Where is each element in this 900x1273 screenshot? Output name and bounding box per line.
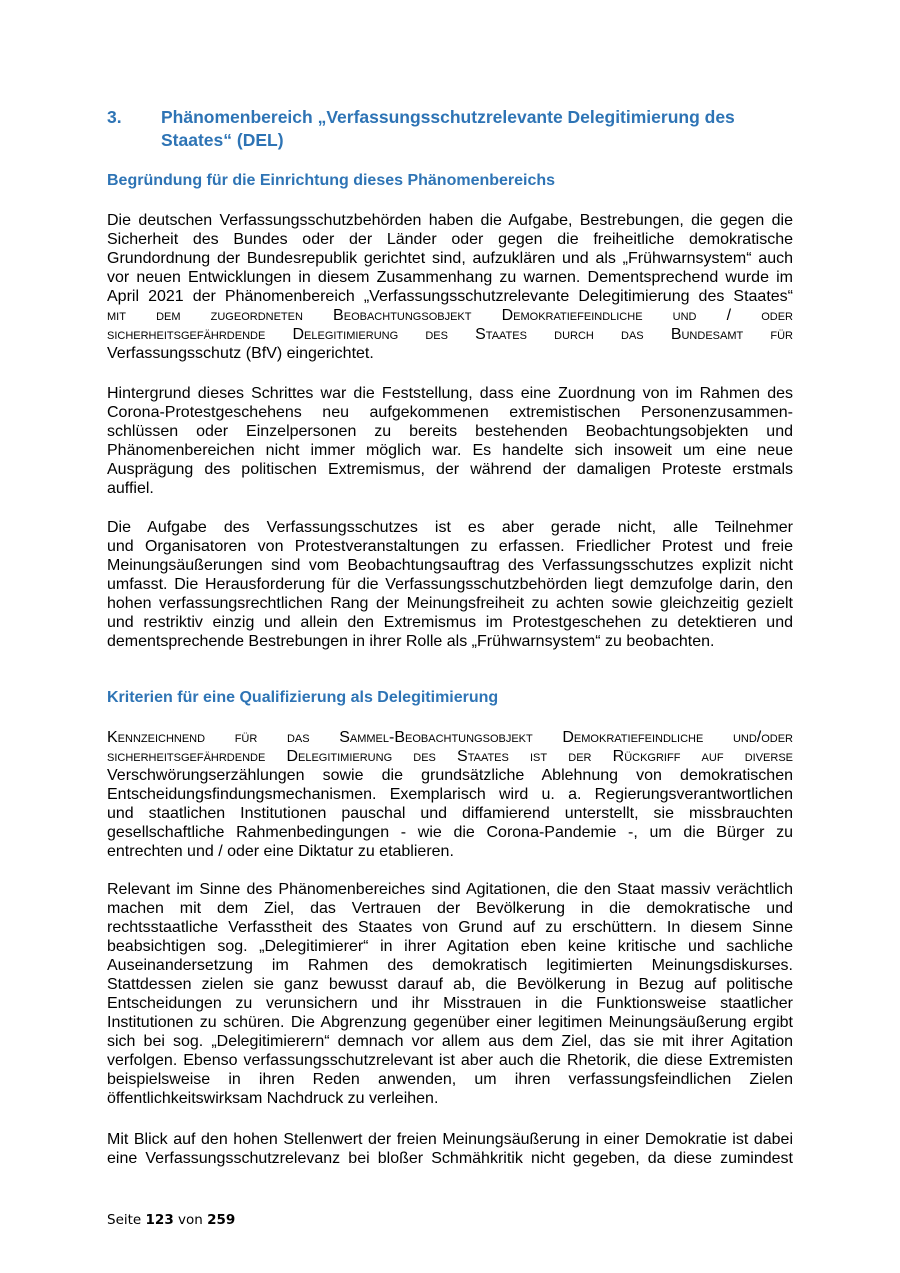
text-line: Stattdessen zielen sie ganz bewusst darauf ab, die Bevölkerung in Bezug auf politische (107, 976, 793, 993)
paragraph (107, 880, 793, 1108)
text-line: Entscheidungen zu verunsichern und ihr Misstrauen in die Funktionsweise staatlicher (107, 995, 793, 1012)
chapter-title (161, 106, 797, 151)
text-line: Institutionen zu schüren. Die Abgrenzung gegenüber einer legitimen Meinungsäußerung ergibt (107, 1014, 793, 1031)
text-line: Die deutschen Verfassungsschutzbehörden haben die Aufgabe, Bestrebungen, die gegen die (107, 212, 793, 229)
section-heading-kriterien: Kriterien für eine Qualifizierung als Delegitimierung (107, 689, 499, 706)
text-line: vor neuen Entwicklungen in diesem Zusammenhang zu warnen. Dementsprechend wurde im (107, 269, 793, 286)
paragraph (107, 518, 793, 651)
text-line: Ausprägung des politischen Extremismus, der während der damaligen Proteste erstmals (107, 461, 793, 478)
text-line: Grundordnung der Bundesrepublik gerichtet sind, aufzuklären und als „Frühwarnsystem“ auch (107, 250, 793, 267)
page-number (107, 1211, 235, 1229)
text-line: rechtsstaatliche Verfasstheit des Staates von Grund auf zu erschüttern. In diesem Sinne (107, 919, 793, 936)
chapter-title-line: Phänomenbereich „Verfassungsschutzrelevante Delegitimierung des (161, 107, 735, 127)
text-line: Entscheidungsfindungsmechanismen. Exemplarisch wird u. a. Regierungsverantwortlichen (107, 786, 793, 803)
text-line: Auseinandersetzung im Rahmen des demokratisch legitimierten Meinungsdiskurses. (107, 957, 793, 974)
text-line: sich bei sog. „Delegitimierern“ demnach vor allem aus dem Ziel, das sie mit ihrer Agitation (107, 1033, 793, 1050)
text-line: gesellschaftliche Rahmenbedingungen - wie die Corona-Pandemie -, um die Bürger zu (107, 824, 793, 841)
page-separator: von (178, 1212, 203, 1228)
chapter-title-line: Staates“ (DEL) (161, 129, 284, 150)
text-line: Relevant im Sinne des Phänomenbereiches sind Agitationen, die den Staat massiv verächtlich (107, 881, 793, 898)
text-line: umfasst. Die Herausforderung für die Verfassungsschutzbehörden liegt demzufolge darin, den (107, 576, 793, 593)
text-line: und staatlichen Institutionen pauschal und diffamierend unterstellt, sie missbrauchten (107, 805, 793, 822)
text-line: sicherheitsgefährdende Delegitimierung des Staates durch das Bundesamt für (107, 326, 793, 343)
paragraph (107, 384, 793, 498)
text-line: mit dem zugeordneten Beobachtungsobjekt Demokratiefeindliche und / oder (107, 307, 793, 324)
text-line: Die Aufgabe des Verfassungsschutzes ist es aber gerade nicht, alle Teilnehmer (107, 519, 793, 536)
text-line: Hintergrund dieses Schrittes war die Feststellung, dass eine Zuordnung von im Rahmen des (107, 385, 793, 402)
text-line: beabsichtigen sog. „Delegitimierer“ in ihrer Agitation eben keine kritische und sachliche (107, 938, 793, 955)
text-line: Sicherheit des Bundes oder der Länder oder gegen die freiheitliche demokratische (107, 231, 793, 248)
current-page: 123 (145, 1212, 174, 1228)
paragraph (107, 1130, 793, 1168)
total-pages: 259 (207, 1212, 236, 1228)
paragraph (107, 728, 793, 861)
text-line: Verschwörungserzählungen sowie die grundsätzliche Ablehnung von demokratischen (107, 767, 793, 784)
text-line: hohen verfassungsrechtlichen Rang der Meinungsfreiheit zu achten sowie gleichzeitig gezielt (107, 595, 793, 612)
text-line: Corona-Protestgeschehens neu aufgekommenen extremistischen Personenzusammen- (107, 404, 793, 421)
text-line: auffiel. (107, 480, 154, 497)
text-line: und Organisatoren von Protestveranstaltungen zu erfassen. Friedlicher Protest und freie (107, 538, 793, 555)
text-line: Phänomenbereichen nicht immer möglich war. Es handelte sich insoweit um eine neue (107, 442, 793, 459)
section-heading-begruendung: Begründung für die Einrichtung dieses Phänomenbereichs (107, 172, 556, 189)
text-line: Kennzeichnend für das Sammel-Beobachtungsobjekt Demokratiefeindliche und/oder (107, 729, 793, 746)
text-line: entrechten und / oder eine Diktatur zu etablieren. (107, 843, 454, 860)
text-line: Meinungsäußerungen sind vom Beobachtungsauftrag des Verfassungsschutzes explizit nicht (107, 557, 793, 574)
text-line: verfolgen. Ebenso verfassungsschutzrelevant ist aber auch die Rhetorik, die diese Extremisten (107, 1052, 793, 1069)
text-line: Mit Blick auf den hohen Stellenwert der freien Meinungsäußerung in einer Demokratie ist dabei (107, 1131, 793, 1148)
chapter-number: 3. (107, 107, 122, 127)
text-line: Verfassungsschutz (BfV) eingerichtet. (107, 345, 374, 362)
paragraph (107, 211, 793, 363)
text-line: dementsprechende Bestrebungen in ihrer Rolle als „Frühwarnsystem“ zu beobachten. (107, 633, 715, 650)
text-line: eine Verfassungsschutzrelevanz bei bloßer Schmähkritik nicht gegeben, da diese zumindest (107, 1150, 793, 1167)
text-line: beispielsweise in ihren Reden anwenden, um ihren verfassungsfeindlichen Zielen (107, 1071, 793, 1088)
text-line: schlüssen oder Einzelpersonen zu bereits bestehenden Beobachtungsobjekten und (107, 423, 793, 440)
page-prefix: Seite (107, 1212, 142, 1228)
text-line: sicherheitsgefährdende Delegitimierung des Staates ist der Rückgriff auf diverse (107, 748, 793, 765)
text-line: und restriktiv einzig und allein den Extremismus im Protestgeschehen zu detektieren und (107, 614, 793, 631)
text-line: April 2021 der Phänomenbereich „Verfassungsschutzrelevante Delegitimierung des Staates“ (107, 288, 793, 305)
text-line: öffentlichkeitswirksam Nachdruck zu verleihen. (107, 1090, 439, 1107)
text-line: machen mit dem Ziel, das Vertrauen der Bevölkerung in die demokratische und (107, 900, 793, 917)
